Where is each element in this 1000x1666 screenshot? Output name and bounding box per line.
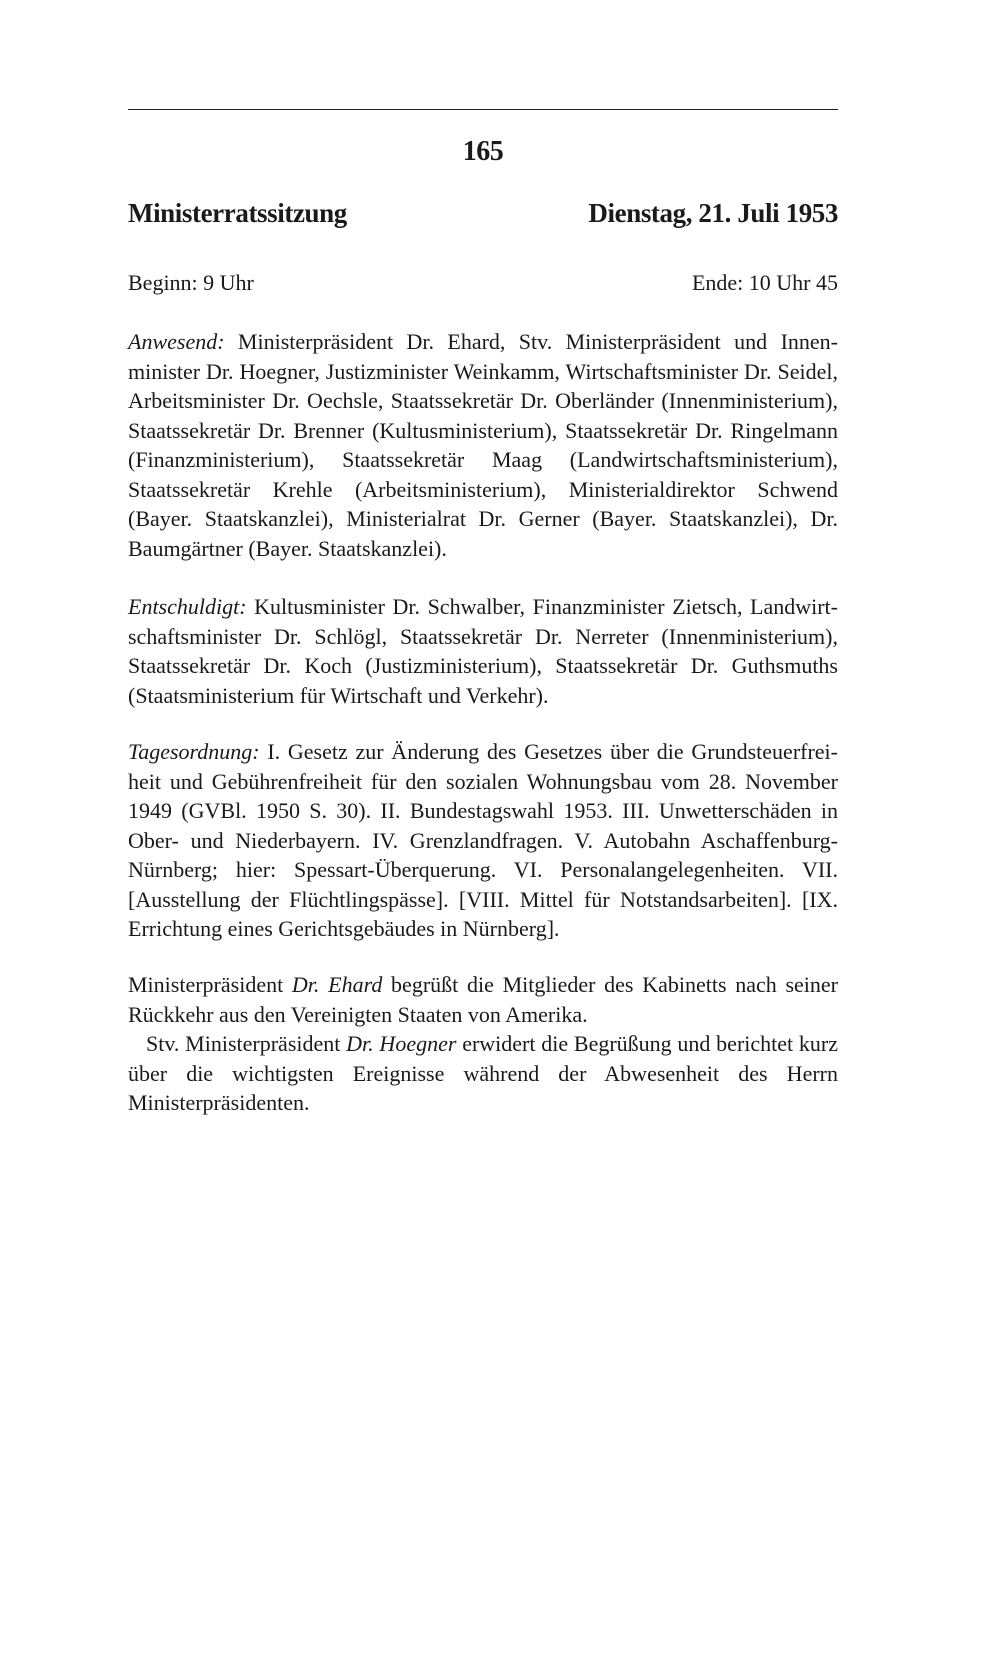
end-time: Ende: 10 Uhr 45	[691, 270, 838, 295]
agenda-section	[128, 737, 838, 944]
agenda-label: Tagesordnung:	[128, 739, 260, 764]
session-times	[128, 270, 838, 296]
excused-paragraph	[128, 592, 838, 710]
begin-time: Beginn: 9 Uhr	[128, 270, 254, 295]
attendees-text: Ministerpräsident Dr. Ehard, Stv. Ministerpräsident und Innenminister Dr. Hoegner, Justizminister Weinkamm, Wirtschaftsminister Dr. Seidel, Arbeitsminister Dr. Oechsle, Staatssekretär Dr. Oberländer (Innenministerium), Staatssekretär Dr. Brenner (Kultusministerium), Staatssekretär Dr. Ringelmann (Finanzministerium), Staatssekretär Maag (Landwirtschaftsministerium), Staatssekretär Krehle (Arbeitsministerium), Ministerialdirektor Schwend (Bayer. Staatskanzlei), Ministerialrat Dr. Gerner (Bayer. Staatskanzlei), Dr. Baumgärtner (Bayer. Staatskanzlei).	[128, 329, 838, 561]
minutes-section	[128, 970, 838, 1118]
minutes-paragraph-1	[128, 970, 838, 1029]
session-title: Ministerratssitzung	[128, 198, 347, 228]
session-date: Dienstag, 21. Juli 1953	[588, 198, 838, 228]
minutes-paragraph-2	[128, 1029, 838, 1118]
minutes-p2-text-end: erwidert die Begrüßung und berichtet kurz über die wichtigsten Ereignisse während der Abwesenheit des Herrn Ministerpräsidenten.	[128, 1031, 838, 1115]
header-rule	[128, 109, 838, 110]
speaker-name: Dr. Ehard	[291, 972, 383, 997]
attendees-label: Anwesend:	[128, 329, 225, 354]
minutes-p2-text-start: Stv. Ministerpräsident	[146, 1031, 347, 1056]
session-heading	[128, 198, 838, 229]
agenda-paragraph	[128, 737, 838, 944]
minutes-p1-text-start: Ministerpräsident	[128, 972, 292, 997]
excused-text: Kultusminister Dr. Schwalber, Finanzminister Zietsch, Landwirtschaftsminister Dr. Schlögl, Staatssekretär Dr. Nerreter (Innenministerium), Staatssekretär Dr. Koch (Justizministerium), Staatssekretär Dr. Guthsmuths (Staatsministerium für Wirtschaft und Verkehr).	[128, 594, 838, 708]
attendees-section	[128, 327, 838, 563]
minutes-p1-text-end: begrüßt die Mitglieder des Kabinetts nach seiner Rückkehr aus den Vereinigten Staaten von Amerika.	[128, 972, 838, 1027]
excused-label: Entschuldigt:	[128, 594, 247, 619]
excused-section	[128, 592, 838, 710]
page-number: 165	[462, 136, 504, 167]
attendees-paragraph	[128, 327, 838, 563]
speaker-name: Dr. Hoegner	[346, 1031, 457, 1056]
agenda-text: I. Gesetz zur Änderung des Gesetzes über die Grundsteuerfreiheit und Gebührenfreiheit für den sozialen Wohnungsbau vom 28. November 1949 (GVBl. 1950 S. 30). II. Bundestagswahl 1953. III. Unwetterschäden in Ober- und Niederbayern. IV. Grenzlandfragen. V. Autobahn Aschaffenburg-Nürnberg; hier: Spessart-Überquerung. VI. Personalangelegenheiten. VII. [Ausstellung der Flüchtlingspässe]. [VIII. Mittel für Notstandsarbeiten]. [IX. Errichtung eines Gerichtsgebäudes in Nürnberg].	[128, 739, 838, 941]
